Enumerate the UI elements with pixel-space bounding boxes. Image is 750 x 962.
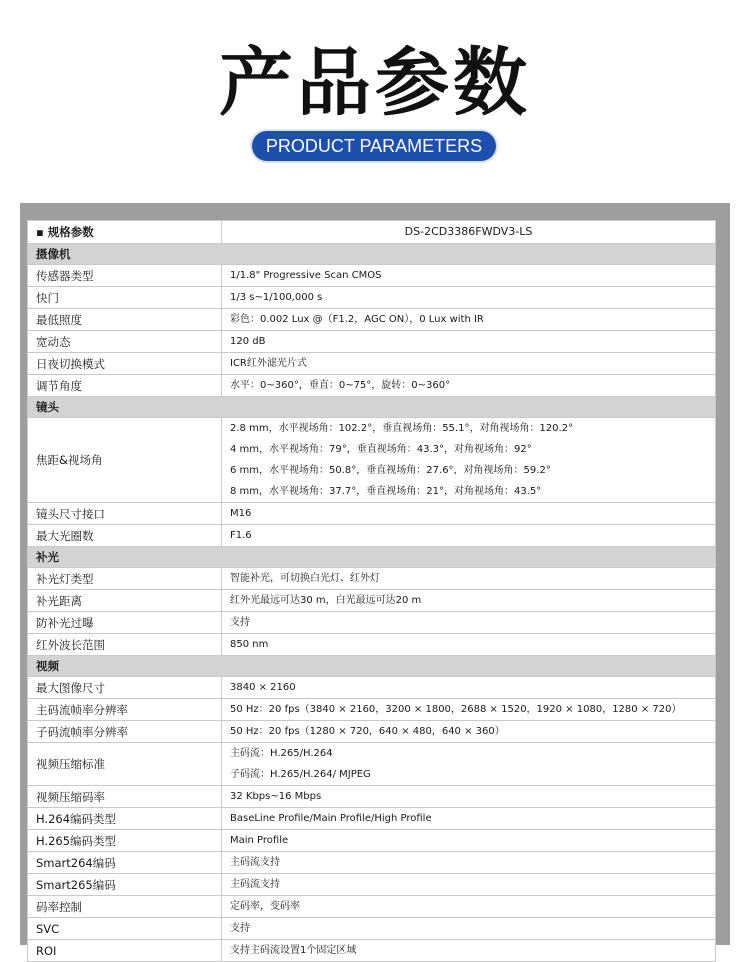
spec-value-cell [222,874,716,896]
section-title: 镜头 [28,397,716,418]
spec-value-cell [222,265,716,287]
spec-value: 支持 [230,923,250,934]
spec-key: ROI [28,940,222,962]
spec-value: 1/3 s~1/100,000 s [230,292,323,303]
table-row [28,786,716,808]
table-row [28,743,716,786]
table-row [28,331,716,353]
spec-value-cell [222,677,716,699]
spec-value-cell [222,590,716,612]
table-row [28,721,716,743]
spec-value-cell [222,721,716,743]
table-heading: ▪ 规格参数 [28,221,222,244]
spec-value: 子码流：H.265/H.264/ MJPEG [230,769,371,780]
spec-value: 50 Hz：20 fps（1280 × 720，640 × 480，640 × 360） [230,726,505,737]
section-title: 视频 [28,656,716,677]
spec-value: 智能补光，可切换白光灯、红外灯 [230,573,380,584]
spec-value-cell [222,830,716,852]
spec-value-cell [222,287,716,309]
table-row [28,896,716,918]
table-row [28,634,716,656]
spec-key: 补光距离 [28,590,222,612]
spec-key: 最大图像尺寸 [28,677,222,699]
spec-value-cell [222,418,716,503]
section-title: 摄像机 [28,244,716,265]
spec-key: 码率控制 [28,896,222,918]
spec-key: Smart264编码 [28,852,222,874]
spec-value: 主码流：H.265/H.264 [230,748,333,759]
spec-value: BaseLine Profile/Main Profile/High Profile [230,813,432,824]
spec-value: 8 mm，水平视场角：37.7°，垂直视场角：21°，对角视场角：43.5° [230,486,542,497]
spec-value: 支持主码流设置1个固定区域 [230,945,357,956]
spec-key: 快门 [28,287,222,309]
spec-key: 宽动态 [28,331,222,353]
table-row [28,699,716,721]
table-heading-row [28,221,716,244]
spec-value: Main Profile [230,835,289,846]
spec-value-cell [222,896,716,918]
spec-value-cell [222,309,716,331]
spec-key: H.265编码类型 [28,830,222,852]
spec-value: ICR红外滤光片式 [230,358,307,369]
spec-value-cell [222,852,716,874]
table-row [28,309,716,331]
table-row [28,612,716,634]
spec-value: 支持 [230,617,250,628]
spec-key: 日夜切换模式 [28,353,222,375]
model-number: DS-2CD3386FWDV3-LS [222,221,716,244]
spec-value: 红外光最远可达30 m，白光最远可达20 m [230,595,422,606]
spec-value: F1.6 [230,530,252,541]
spec-value: 彩色：0.002 Lux @（F1.2，AGC ON），0 Lux with IR [230,314,484,325]
table-row [28,677,716,699]
spec-key: 防补光过曝 [28,612,222,634]
spec-value: 定码率，变码率 [230,901,300,912]
spec-key: 最低照度 [28,309,222,331]
table-row [28,852,716,874]
spec-value-cell [222,634,716,656]
section-header-row [28,656,716,677]
spec-key: 视频压缩标准 [28,743,222,786]
table-row [28,590,716,612]
spec-value-cell [222,808,716,830]
spec-value: 2.8 mm，水平视场角：102.2°，垂直视场角：55.1°，对角视场角：120.2° [230,423,574,434]
table-row [28,503,716,525]
spec-value: 6 mm，水平视场角：50.8°，垂直视场角：27.6°，对角视场角：59.2° [230,465,551,476]
table-row [28,940,716,962]
spec-value-cell [222,612,716,634]
spec-key: 传感器类型 [28,265,222,287]
spec-key: SVC [28,918,222,940]
spec-key: 红外波长范围 [28,634,222,656]
table-row [28,568,716,590]
spec-key: 最大光圈数 [28,525,222,547]
spec-key: 主码流帧率分辨率 [28,699,222,721]
spec-value-cell [222,699,716,721]
spec-value: 50 Hz：20 fps（3840 × 2160，3200 × 1800，2688 × 1520，1920 × 1080，1280 × 720） [230,704,682,715]
section-header-row [28,547,716,568]
spec-value: 120 dB [230,336,266,347]
spec-value: 4 mm，水平视场角：79°，垂直视场角：43.3°，对角视场角：92° [230,444,532,455]
spec-value-cell [222,568,716,590]
spec-key: 子码流帧率分辨率 [28,721,222,743]
spec-key: H.264编码类型 [28,808,222,830]
table-row [28,353,716,375]
section-header-row [28,397,716,418]
spec-key: 调节角度 [28,375,222,397]
spec-key: 焦距&视场角 [28,418,222,503]
spec-value: 850 nm [230,639,269,650]
spec-value: 主码流支持 [230,879,280,890]
table-row [28,918,716,940]
table-row [28,874,716,896]
table-row [28,830,716,852]
spec-value-cell [222,353,716,375]
spec-table [27,220,716,962]
spec-value: 1/1.8" Progressive Scan CMOS [230,270,382,281]
spec-value-cell [222,940,716,962]
spec-value: 3840 × 2160 [230,682,296,693]
spec-key: 补光灯类型 [28,568,222,590]
spec-key: 视频压缩码率 [28,786,222,808]
spec-key: 镜头尺寸接口 [28,503,222,525]
spec-value-cell [222,375,716,397]
table-row [28,265,716,287]
table-row [28,287,716,309]
spec-value-cell [222,786,716,808]
spec-value: 主码流支持 [230,857,280,868]
spec-value-cell [222,525,716,547]
spec-value-cell [222,918,716,940]
spec-value: 水平：0~360°，垂直：0~75°，旋转：0~360° [230,380,451,391]
page-title: 产品参数 [219,40,531,126]
spec-value-cell [222,331,716,353]
table-row [28,418,716,503]
subtitle-badge: PRODUCT PARAMETERS [252,131,496,161]
table-row [28,525,716,547]
spec-key: Smart265编码 [28,874,222,896]
spec-value: 32 Kbps~16 Mbps [230,791,322,802]
spec-value-cell [222,743,716,786]
table-row [28,808,716,830]
section-title: 补光 [28,547,716,568]
table-row [28,375,716,397]
spec-sheet [27,220,716,958]
spec-value: M16 [230,508,252,519]
section-header-row [28,244,716,265]
spec-value-cell [222,503,716,525]
